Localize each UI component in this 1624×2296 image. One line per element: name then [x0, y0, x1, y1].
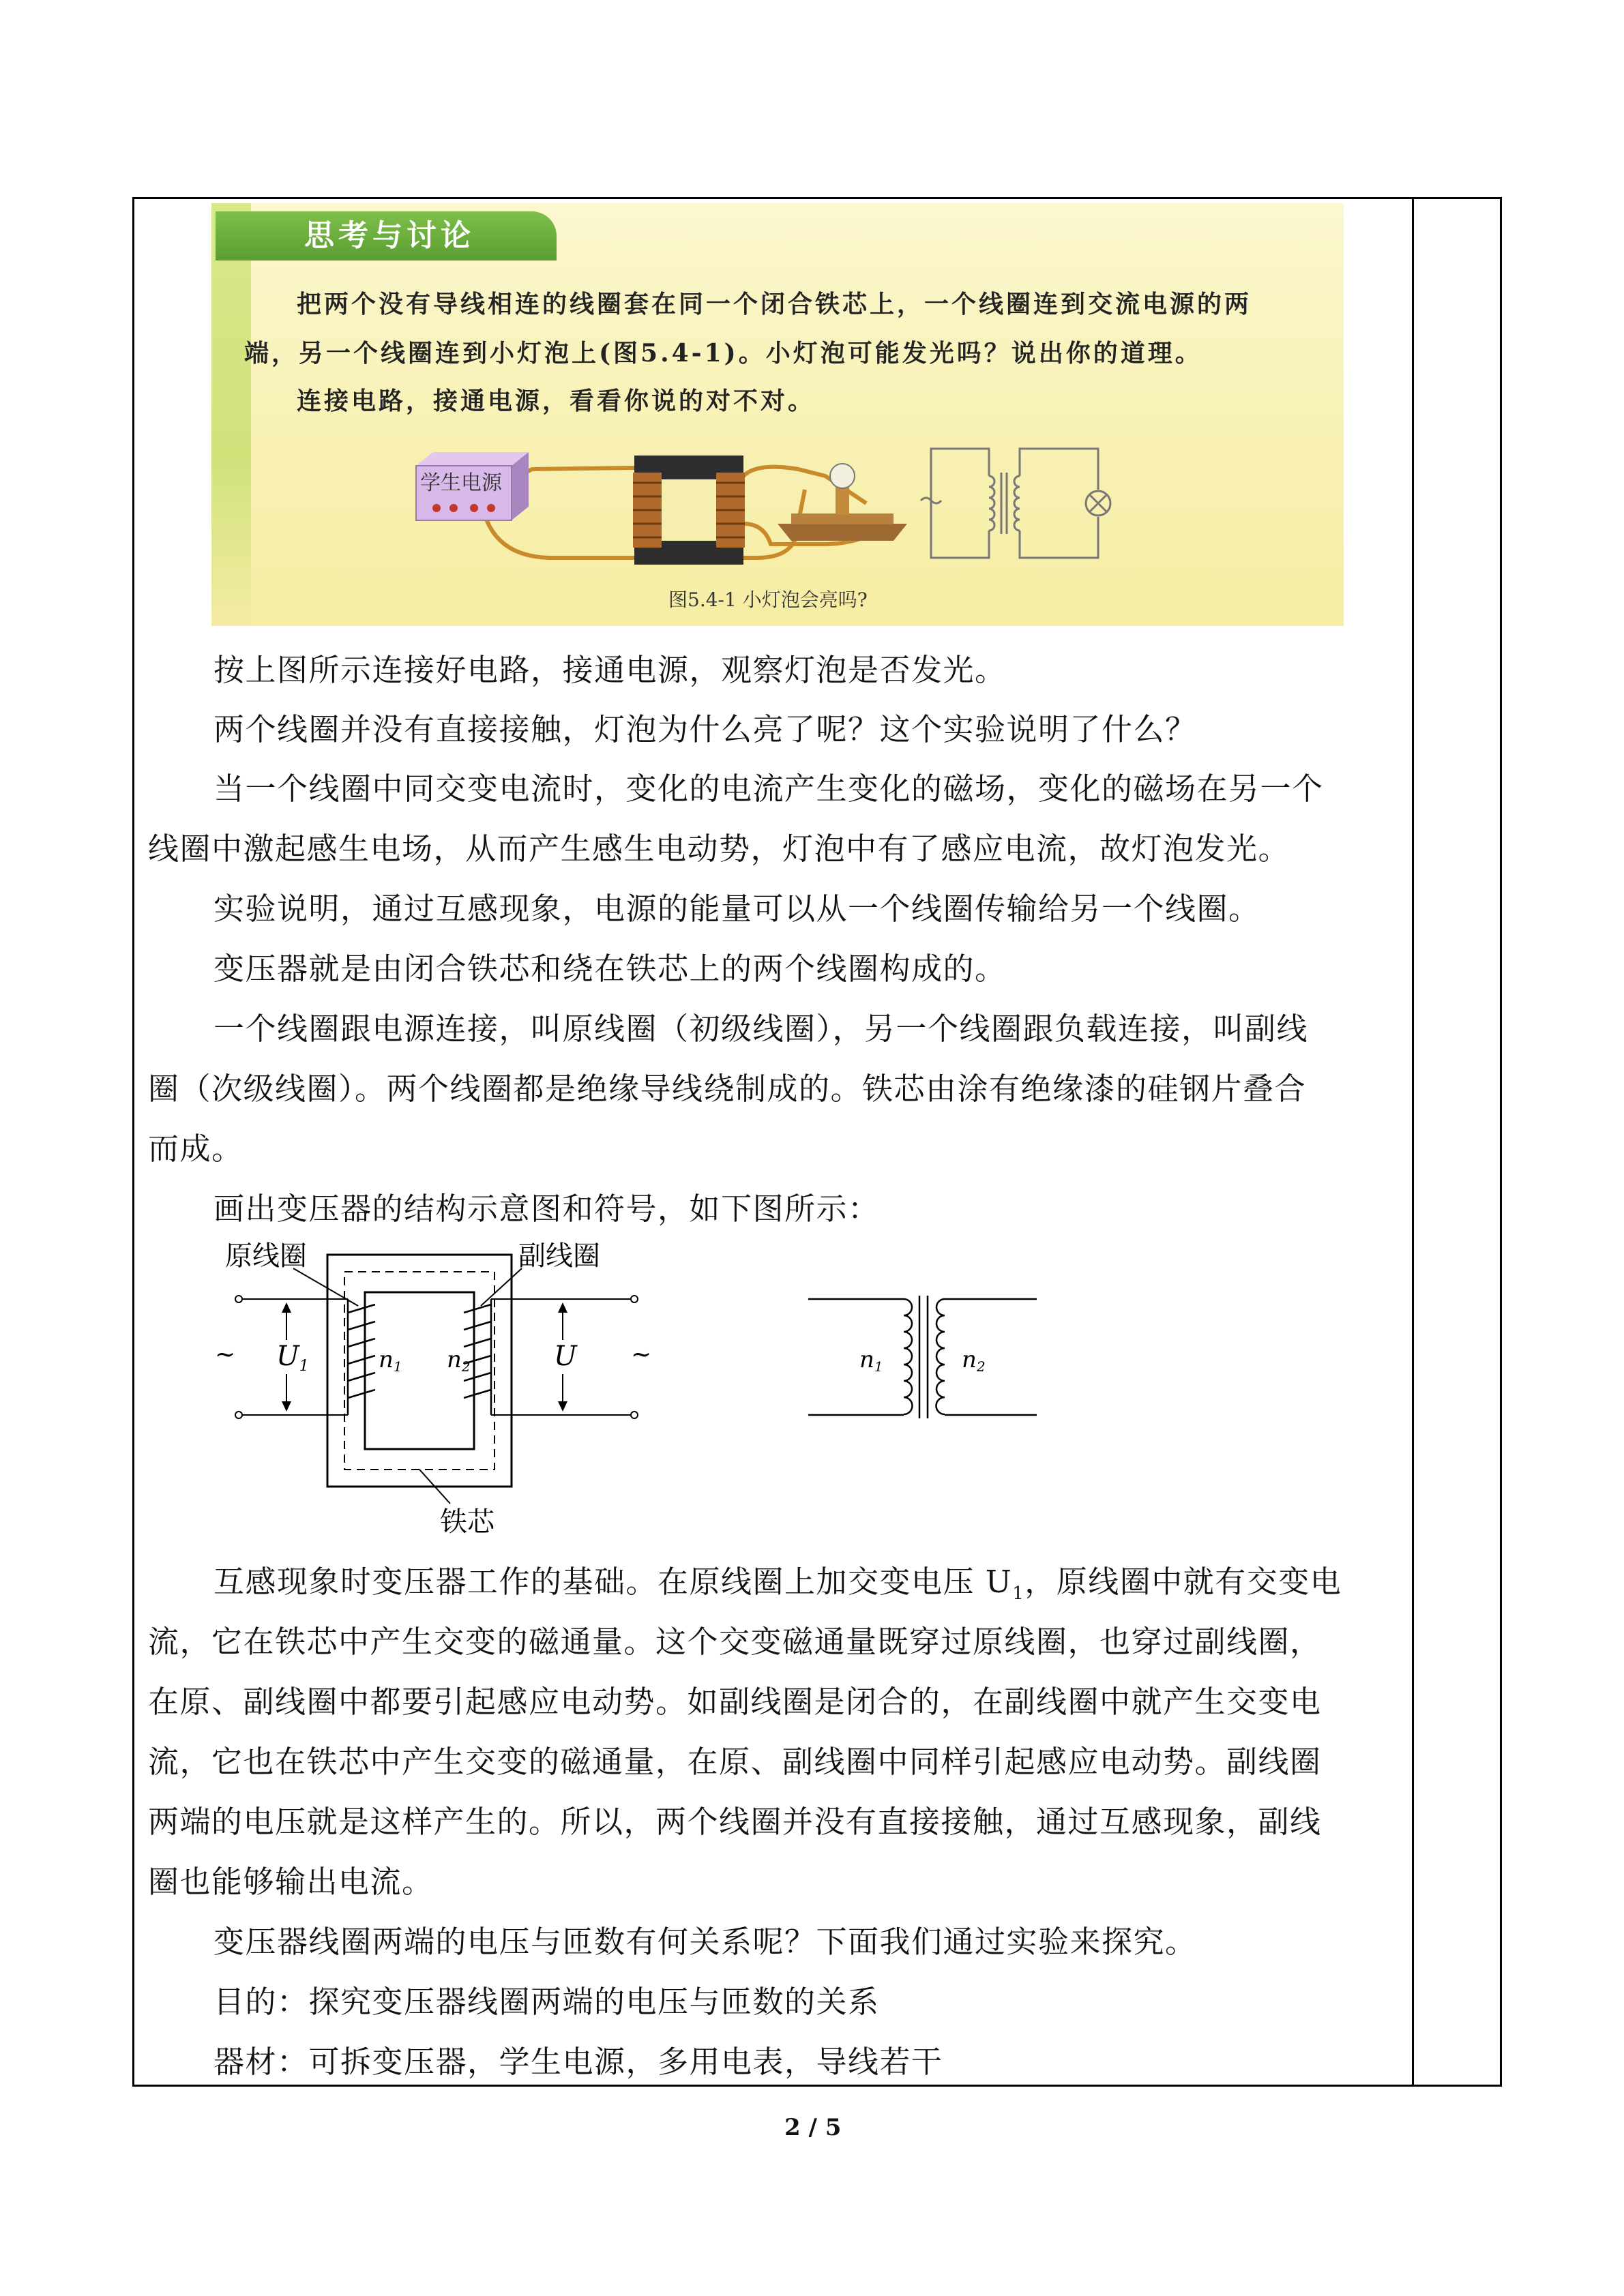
paragraph-line: 圈（次级线圈）。两个线圈都是绝缘导线绕制成的。铁芯由涂有绝缘漆的硅钢片叠合: [148, 1071, 1307, 1107]
paragraph-line: 圈也能够输出电流。: [148, 1864, 434, 1900]
u1-label: $U_1$: [276, 1341, 309, 1375]
n1-label: n1: [379, 1346, 402, 1375]
paragraph-line: 流，它也在铁芯中产生交变的磁通量，在原、副线圈中同样引起感应电动势。副线圈: [148, 1744, 1322, 1780]
paragraph-line: 互感现象时变压器工作的基础。在原线圈上加交变电压 $U_1$，原线圈中就有交变电: [213, 1564, 1342, 1604]
transformer-photo: [633, 456, 745, 565]
symbol-n2-label: n2: [962, 1346, 986, 1375]
paragraph-line: 变压器线圈两端的电压与匝数有何关系呢？下面我们通过实验来探究。: [213, 1924, 1197, 1960]
table-border-left: [132, 197, 134, 2087]
primary-coil-windings: [348, 1299, 375, 1415]
table-border-top: [132, 197, 1502, 199]
ac-symbol-right: ~: [631, 1341, 652, 1369]
lamp-on-board: [778, 464, 907, 541]
primary-coil-label: 原线圈: [225, 1240, 307, 1272]
table-border-right: [1500, 197, 1502, 2087]
paragraph-line: 画出变压器的结构示意图和符号，如下图所示：: [213, 1191, 880, 1227]
symbol-n1-label: n1: [859, 1346, 883, 1375]
textbook-line-2: 端，另一个线圈连到小灯泡上(图5.4-1)。小灯泡可能发光吗？说出你的道理。: [244, 339, 1202, 368]
paragraph-line: 两端的电压就是这样产生的。所以，两个线圈并没有直接接触，通过互感现象，副线: [148, 1804, 1322, 1840]
table-column-divider: [1412, 197, 1414, 2087]
secondary-coil-windings: [464, 1299, 491, 1415]
paragraph-line: 线圈中激起感生电场，从而产生感生电动势，灯泡中有了感应电流，故灯泡发光。: [148, 831, 1290, 867]
ac-symbol-left: ~: [215, 1341, 236, 1369]
secondary-coil-label: 副线圈: [518, 1240, 600, 1272]
table-border-bottom: [132, 2085, 1502, 2087]
textbook-line-1: 把两个没有导线相连的线圈套在同一个闭合铁芯上，一个线圈连到交流电源的两: [297, 290, 1252, 318]
discussion-tab: 思考与讨论: [216, 211, 557, 260]
paragraph-line: 两个线圈并没有直接接触，灯泡为什么亮了呢？这个实验说明了什么？: [213, 711, 1197, 747]
experiment-illustration: [211, 203, 1344, 626]
paragraph-line: 变压器就是由闭合铁芯和绕在铁芯上的两个线圈构成的。: [213, 951, 1007, 987]
paragraph-line: 器材：可拆变压器，学生电源，多用电表，导线若干: [213, 2044, 943, 2080]
paragraph-line: 在原、副线圈中都要引起感应电动势。如副线圈是闭合的，在副线圈中就产生交变电: [148, 1684, 1322, 1720]
transformer-structure-diagram: [205, 1234, 1091, 1534]
page-number: 2 / 5: [784, 2114, 842, 2141]
circuit-schematic: [921, 449, 1110, 558]
paragraph-line: 按上图所示连接好电路，接通电源，观察灯泡是否发光。: [213, 652, 1007, 688]
paragraph-line: 当一个线圈中同交变电流时，变化的电流产生变化的磁场，变化的磁场在另一个: [213, 771, 1324, 807]
textbook-line-3: 连接电路，接通电源，看看你说的对不对。: [297, 387, 816, 415]
figure-caption: 图5.4-1 小灯泡会亮吗?: [668, 588, 868, 611]
transformer-symbol: [808, 1296, 1037, 1418]
paragraph-line: 目的：探究变压器线圈两端的电压与匝数的关系: [213, 1984, 880, 2020]
n2-label: n2: [447, 1346, 471, 1375]
paragraph-line: 实验说明，通过互感现象，电源的能量可以从一个线圈传输给另一个线圈。: [213, 891, 1260, 927]
u2-label: U: [554, 1341, 577, 1372]
paragraph-line: 一个线圈跟电源连接，叫原线圈（初级线圈），另一个线圈跟负载连接，叫副线: [213, 1011, 1309, 1047]
textbook-excerpt: [211, 203, 1344, 626]
core-label: 铁芯: [440, 1506, 494, 1534]
power-supply-label: 学生电源: [420, 471, 502, 495]
paragraph-line: 而成。: [148, 1131, 243, 1167]
paragraph-line: 流，它在铁芯中产生交变的磁通量。这个交变磁通量既穿过原线圈，也穿过副线圈，: [148, 1624, 1322, 1660]
